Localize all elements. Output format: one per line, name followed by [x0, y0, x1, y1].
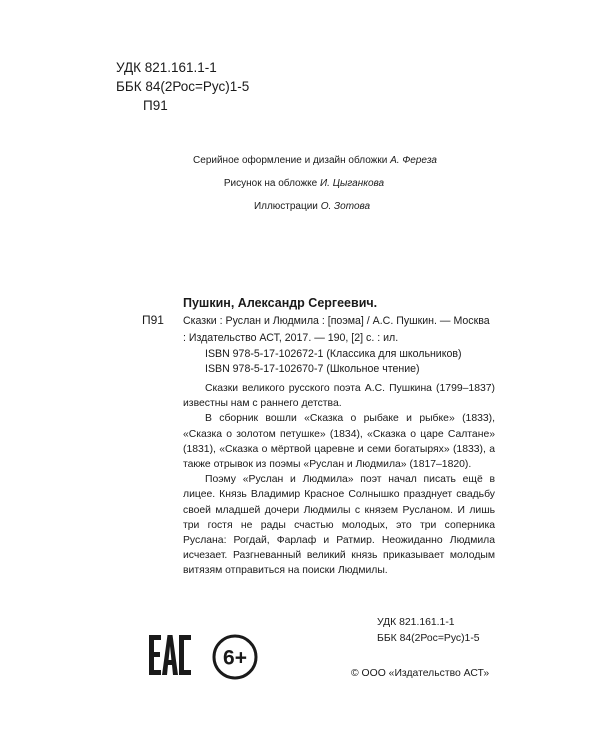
catalog-code: П91: [142, 313, 164, 327]
age-rating-badge: [212, 634, 258, 680]
eac-mark-icon: [148, 631, 192, 679]
udk-code-bottom: УДК 821.161.1-1: [377, 617, 455, 628]
illustrator-name: О. Зотова: [320, 201, 371, 212]
catalog-description: Сказки : Руслан и Людмила : [поэма] / А.С. Пушкин. — Москва : Издательство АСТ, 2017. — 190, [2] с. : ил.: [183, 315, 490, 344]
classification-codes-bottom: [377, 615, 480, 647]
designer-name: А. Фереза: [390, 155, 437, 166]
catalog-author: Пушкин, Александр Сергеевич.: [183, 296, 378, 310]
isbn-1: ISBN 978-5-17-102672-1 (Классика для школьников): [205, 348, 462, 360]
isbn-2: ISBN 978-5-17-102670-7 (Школьное чтение): [205, 362, 420, 375]
classification-codes-top: [116, 58, 249, 115]
credits-block: [0, 149, 600, 218]
age-rating-text: 6+: [223, 646, 247, 670]
annotation-paragraph-1: Сказки великого русского поэта А.С. Пушкина (1799–1837) известны нам с раннего детства.: [183, 383, 495, 410]
credit-design: Серийное оформление и дизайн обложки А. Фереза: [193, 155, 437, 166]
copyright-line: © ООО «Издательство АСТ»: [351, 668, 490, 679]
credit-illustrations: Иллюстрации О. Зотова: [253, 201, 371, 212]
bbk-code-bottom: ББК 84(2Рос=Рус)1-5: [377, 633, 480, 644]
udk-code: УДК 821.161.1-1: [116, 60, 217, 75]
annotation-paragraph-3: Поэму «Руслан и Людмила» поэт начал писать ещё в лицее. Князь Владимир Красное Солнышко празднует свадьбу своей младшей дочери Людмилы с князем Русланом. И лишь три гостя не рады счастью молодых, это три соперника Руслана: Рогдай, Фарлаф и Ратмир. Неожиданно Людмила исчезает. Разгневанный великий князь приказывает молодым витязям отправиться на поиски Людмилы.: [183, 474, 495, 577]
credit-cover: Рисунок на обложке И. Цыганкова: [223, 178, 385, 189]
annotation: [183, 381, 495, 579]
annotation-paragraph-2: В сборник вошли «Сказка о рыбаке и рыбке» (1833), «Сказка о золотом петушке» (1834), «Сказка о царе Салтане» (1831), «Сказка о мёртвой царевне и семи богатырях» (1833), а также отрывок из поэмы «Руслан и Людмила» (1817–1820).: [183, 413, 495, 471]
isbn-list: [205, 347, 462, 376]
cover-artist-name: И. Цыганкова: [320, 178, 385, 189]
bbk-code: ББК 84(2Рос=Рус)1-5: [116, 79, 250, 94]
author-sign: П91: [143, 98, 168, 113]
